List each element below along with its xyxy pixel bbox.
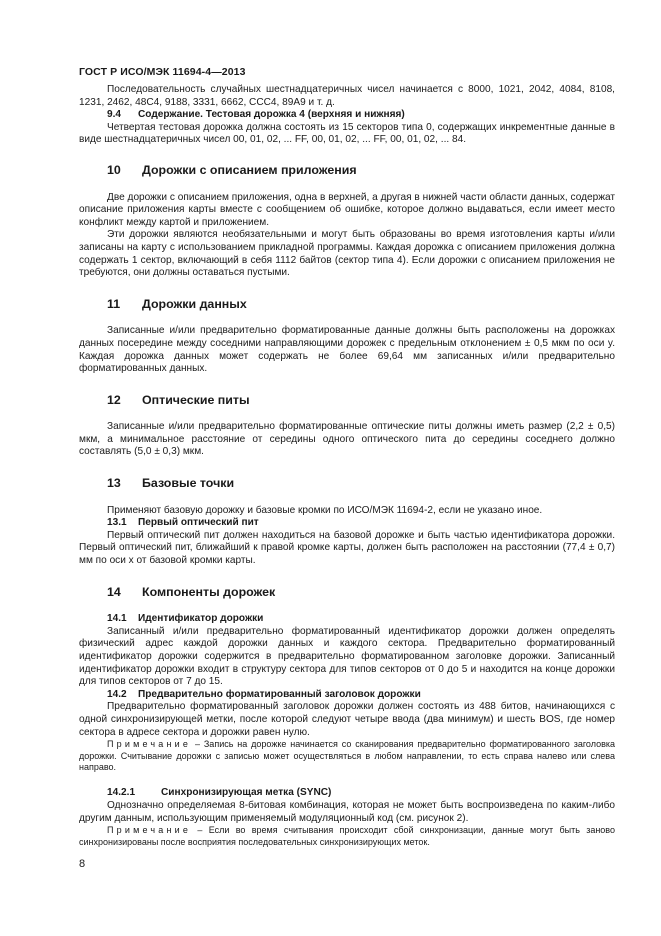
section-number: 13 bbox=[107, 476, 121, 491]
note-14-2-1 bbox=[79, 825, 615, 848]
section-10-heading bbox=[79, 164, 615, 177]
page-number: 8 bbox=[79, 858, 86, 870]
section-12-heading bbox=[79, 394, 615, 407]
section-title: Компоненты дорожек bbox=[142, 584, 276, 599]
section-number: 12 bbox=[107, 392, 121, 407]
section-title: Базовые точки bbox=[142, 476, 235, 491]
section-number: 11 bbox=[107, 296, 121, 311]
note-14-2 bbox=[79, 739, 615, 773]
section-13-heading bbox=[79, 477, 615, 490]
subsection-number: 14.2.1 bbox=[107, 787, 136, 799]
subsection-title: Cодержание. Тестовая дорожка 4 (верхняя и нижняя) bbox=[138, 109, 405, 121]
section-number: 14 bbox=[107, 584, 121, 599]
document-body bbox=[79, 84, 615, 848]
subsection-13-1-heading bbox=[79, 517, 615, 530]
subsection-9-4-heading bbox=[79, 109, 615, 122]
paragraph-10-a: Две дорожки с описанием приложения, одна в верхней, а другая в нижней части области данных, содержат описание приложения карты вместе с сообщением об ошибке, которое должно выдаваться, если имеет место конфликт между картой и приложением. bbox=[79, 191, 615, 228]
subsection-number: 14.2 bbox=[107, 688, 127, 700]
paragraph-11: Записанные и/или предварительно форматированные данные должны быть расположены на дорожках данных посередине между соседними направляющими дорожек с предельным отклонением ± 0,5 мкм по оси y. Каждая дорожка данных может содержать не более 69,64 мм записанных и/или предварительно форматированных данных. bbox=[79, 325, 615, 375]
paragraph-9-4: Четвертая тестовая дорожка должна состоять из 15 секторов типа 0, содержащих инкрементные данные в виде шестнадцатеричных чисел 00, 01, 02, ... FF, 00, 01, 02, ... FF, 00, 01, 02, ... 84. bbox=[79, 121, 615, 146]
paragraph-14-2: Предварительно форматированный заголовок дорожки должен состоять из 488 битов, начинающихся с одной синхронизирующей метки, после которой следуют четыре ввода (два минимум) и шесть BOS, где номер сектора в адресе сектора и дорожки равен нулю. bbox=[79, 701, 615, 738]
section-11-heading bbox=[79, 298, 615, 311]
section-title: Дорожки с описанием приложения bbox=[142, 162, 357, 177]
subsection-title: Идентификатор дорожки bbox=[138, 613, 264, 625]
note-label: Примечание bbox=[107, 739, 192, 750]
section-title: Оптические питы bbox=[142, 392, 250, 407]
section-title: Дорожки данных bbox=[142, 296, 247, 311]
subsection-title: Первый оптический пит bbox=[138, 517, 259, 529]
subsection-14-2-1-heading bbox=[79, 787, 615, 800]
subsection-title: Предварительно форматированный заголовок дорожки bbox=[138, 688, 421, 700]
paragraph-14-1: Записанный и/или предварительно форматированный идентификатор дорожки должен определять физический адрес каждой дорожки данных и каждого сектора. Предварительно форматированный идентификатор дорожки содержится в предварительно форматированном заголовке дорожки. Записанный идентификатор дорожки входит в структуру сектора для типов секторов от 0 до 5 и находится на конце дорожки для типов секторов от 7 до 15. bbox=[79, 625, 615, 688]
subsection-number: 14.1 bbox=[107, 613, 127, 625]
note-text: – Запись на дорожке начинается со сканирования предварительно форматированного заголовка дорожки. Считывание дорожки с записью может осуществляться в любом направлении, то есть справа налево или слева направо. bbox=[79, 739, 615, 772]
subsection-14-2-heading bbox=[79, 689, 615, 702]
note-text: – Если во время считывания происходит сбой синхронизации, данные могут быть заново синхронизированы после восприятия последовательных синхронизирующих меток. bbox=[79, 825, 615, 847]
subsection-title: Синхронизирующая метка (SYNC) bbox=[161, 787, 332, 799]
section-14-heading bbox=[79, 586, 615, 599]
paragraph-intro: Последовательность случайных шестнадцатеричных чисел начинается с 8000, 1021, 2042, 4084, 8108, 1231, 2462, 48C4, 9188, 3331, 6662, CCC4, 89A9 и т. д. bbox=[79, 84, 615, 108]
subsection-14-1-heading bbox=[79, 613, 615, 626]
section-number: 10 bbox=[107, 162, 121, 177]
note-label: Примечание bbox=[107, 825, 192, 836]
paragraph-14-2-1: Однозначно определяемая 8-битовая комбинация, которая не может быть воспроизведена по каким-либо другим данным, использующим применяемый модуляционный код (см. рисунок 2). bbox=[79, 799, 615, 824]
subsection-number: 9.4 bbox=[107, 109, 122, 121]
paragraph-13: Применяют базовую дорожку и базовые кромки по ИСО/МЭК 11694-2, если не указано иное. bbox=[107, 504, 543, 516]
document-header: ГОСТ Р ИСО/МЭК 11694-4—2013 bbox=[79, 66, 246, 78]
paragraph-10-b: Эти дорожки являются необязательными и могут быть образованы во время изготовления карты и/или записаны на карту с использованием прикладной программы. Каждая дорожка с описанием приложения должна содержать 1 сектор, включающий в себя 1112 байтов (сектор типа 4). Если дорожки с описанием приложения не требуются, они должны оставаться пустыми. bbox=[79, 229, 615, 279]
paragraph-13-1: Первый оптический пит должен находиться на базовой дорожке и быть частью идентификатора дорожки. Первый оптический пит, ближайший к правой кромке карты, должен быть расположен на расстоянии (77,4 ± 0,7) мм по оси x от базовой кромки карты. bbox=[79, 529, 615, 567]
subsection-number: 13.1 bbox=[107, 517, 127, 529]
paragraph-12: Записанные и/или предварительно форматированные оптические питы должны иметь размер (2,2 ± 0,5) мкм, а минимальное расстояние от середины одного оптического пита до середины соседнего должно составлять (5,0 ± 0,3) мкм. bbox=[79, 421, 615, 458]
